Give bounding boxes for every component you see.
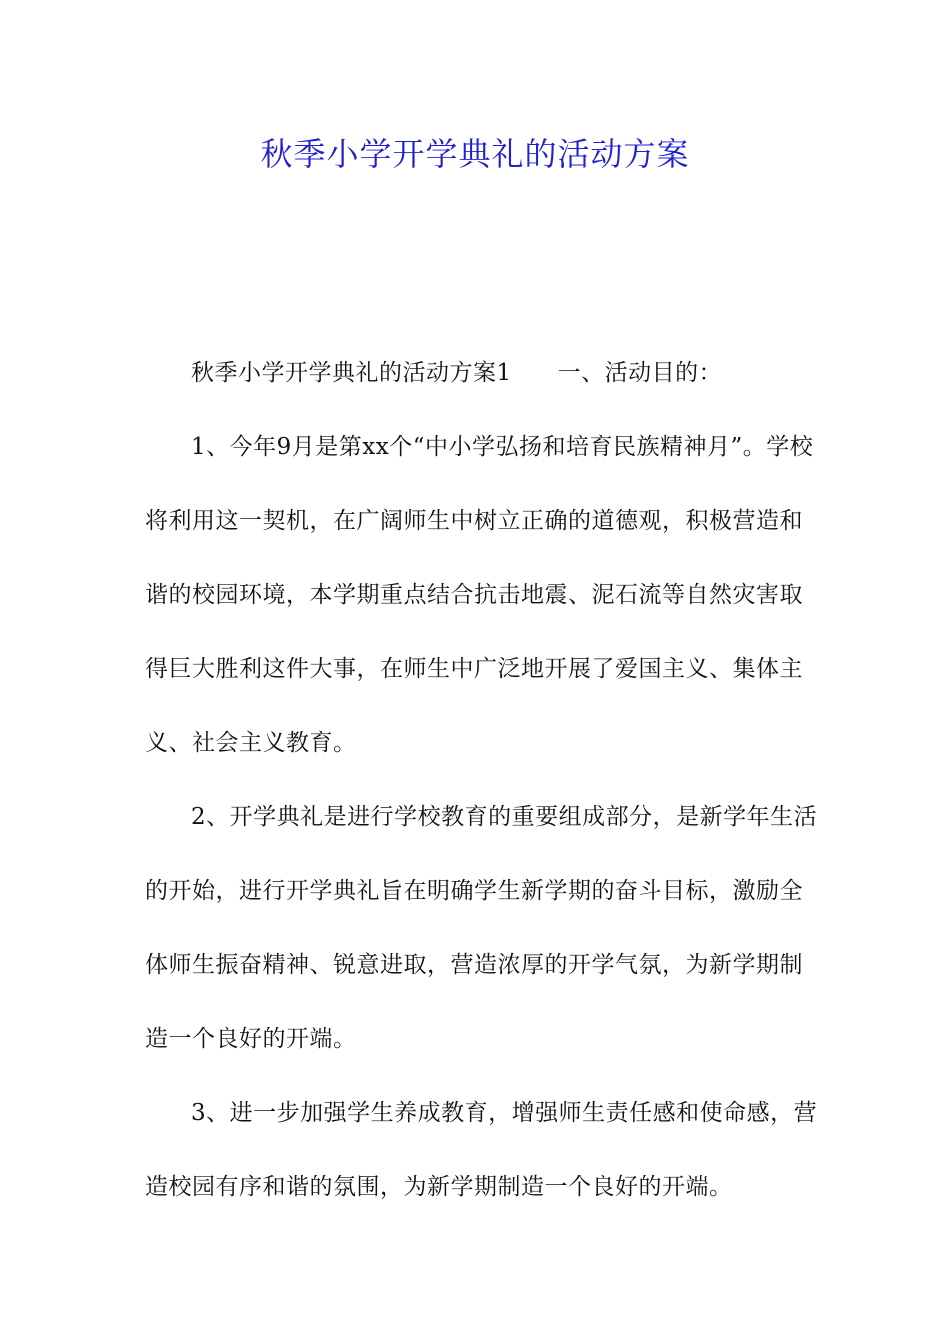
paragraph-2: 2、开学典礼是进行学校教育的重要组成部分，是新学年生活的开始，进行开学典礼旨在明确学生新学期的奋斗目标，激励全体师生振奋精神、锐意进取，营造浓厚的开学气氛，为新学期制造一个良好的开端。: [145, 804, 818, 1052]
intro-paragraph: [145, 336, 825, 410]
document-body: [145, 336, 825, 1224]
document-title: 秋季小学开学典礼的活动方案: [260, 135, 690, 173]
paragraph-1: 1、今年9月是第xx个“中小学弘扬和培育民族精神月”。学校将利用这一契机，在广阔师生中树立正确的道德观，积极营造和谐的校园环境，本学期重点结合抗击地震、泥石流等自然灾害取得巨大胜利这件大事，在师生中广泛地开展了爱国主义、集体主义、社会主义教育。: [145, 434, 814, 756]
intro-heading: 秋季小学开学典礼的活动方案1: [191, 360, 512, 386]
section-heading: 一、活动目的：: [557, 360, 723, 386]
paragraph-3: 3、进一步加强学生养成教育，增强师生责任感和使命感，营造校园有序和谐的氛围，为新学期制造一个良好的开端。: [145, 1100, 818, 1200]
